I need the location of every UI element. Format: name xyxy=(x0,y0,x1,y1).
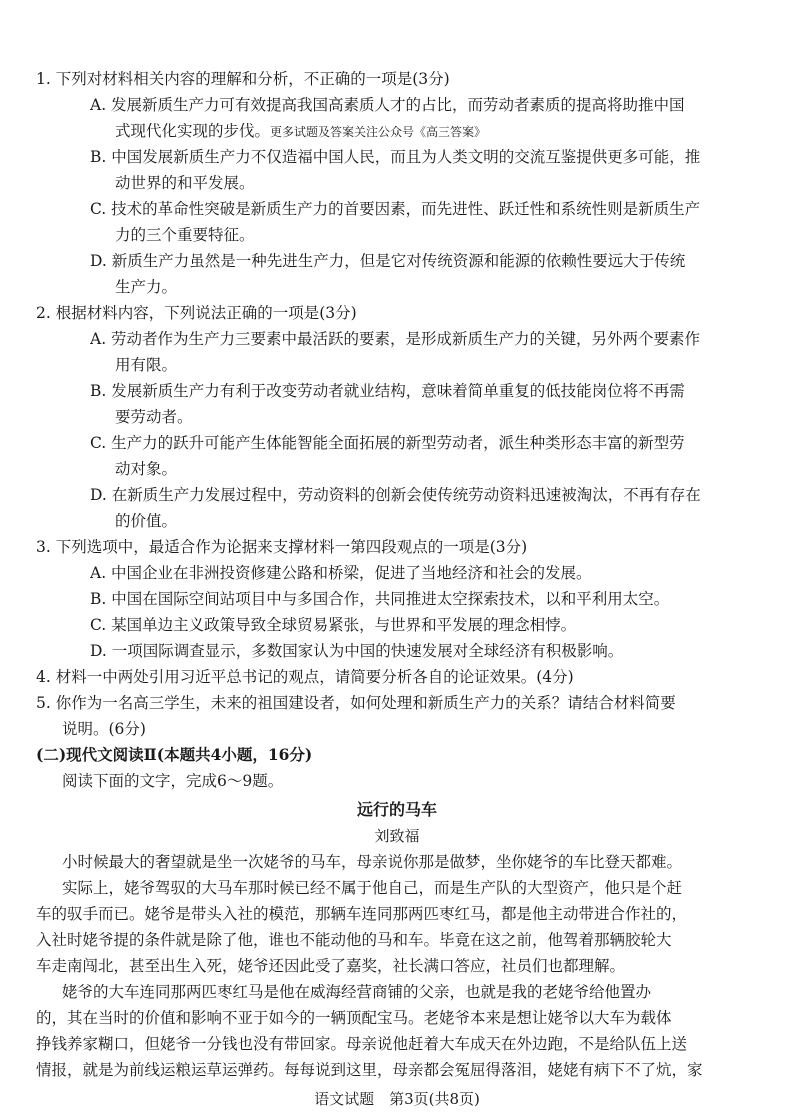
section-instruction: 阅读下面的文字，完成6～9题。 xyxy=(62,772,284,790)
story-paragraph-1: 小时候最大的奢望就是坐一次姥爷的马车，母亲说你那是做梦，坐你姥爷的车比登天都难。 xyxy=(62,853,683,871)
q3-option-a: A. 中国企业在非洲投资修建公路和桥梁，促进了当地经济和社会的发展。 xyxy=(90,564,592,582)
q1-option-a: A. 发展新质生产力可有效提高我国高素质人才的占比，而劳动者素质的提高将助推中国 xyxy=(90,96,685,114)
q1-option-c: C. 技术的革命性突破是新质生产力的首要因素，而先进性、跃迁性和系统性则是新质生产 xyxy=(90,200,701,218)
q1-option-a-cont xyxy=(115,118,766,145)
story-paragraph-3-line: 的，其在当时的价值和影响不亚于如今的一辆顶配宝马。老姥爷本来是想让姥爷以大车为载体 xyxy=(36,1009,672,1027)
story-paragraph-2-line: 车的驭手而已。姥爷是带头入社的模范，那辆车连同那两匹枣红马，都是他主动带进合作社的， xyxy=(36,905,688,923)
story-paragraph-3-line: 情报，就是为前线运粮运草运弹药。每每说到这里，母亲都会冤屈得落泪，姥姥有病下不了炕，家 xyxy=(36,1061,703,1079)
q2-option-a-cont: 用有限。 xyxy=(115,356,178,374)
q2-option-c-cont: 动对象。 xyxy=(115,460,178,478)
story-paragraph-3: 姥爷的大车连同那两匹枣红马是他在威海经营商铺的父亲，也就是我的老姥爷给他置办 xyxy=(62,983,652,1001)
q3-option-d: D. 一项国际调查显示，多数国家认为中国的快速发展对全球经济有积极影响。 xyxy=(90,642,624,660)
q2-option-d-cont: 的价值。 xyxy=(115,512,178,530)
q2-option-c: C. 生产力的跃升可能产生体能智能全面拓展的新型劳动者，派生种类形态丰富的新型劳 xyxy=(90,434,685,452)
q1-option-a-text: 式现代化实现的步伐。 xyxy=(115,122,271,140)
section-heading: (二)现代文阅读Ⅱ(本题共4小题，16分) xyxy=(36,745,313,764)
story-paragraph-2: 实际上，姥爷驾驭的大马车那时候已经不属于他自己，而是生产队的大型资产，他只是个赶 xyxy=(62,879,683,897)
q1-option-b: B. 中国发展新质生产力不仅造福中国人民，而且为人类文明的交流互鉴提供更多可能，推 xyxy=(90,148,701,166)
q2-stem: 2. 根据材料内容，下列说法正确的一项是(3分) xyxy=(36,304,357,322)
promo-note: 更多试题及答案关注公众号《高三答案》 xyxy=(270,125,487,139)
q2-option-b: B. 发展新质生产力有利于改变劳动者就业结构，意味着简单重复的低技能岗位将不再需 xyxy=(90,382,685,400)
q3-option-c: C. 某国单边主义政策导致全球贸易紧张，与世界和平发展的理念相悖。 xyxy=(90,616,577,634)
q1-option-c-cont: 力的三个重要特征。 xyxy=(115,226,255,244)
q5-stem: 5. 你作为一名高三学生，未来的祖国建设者，如何处理和新质生产力的关系？请结合材料简要 xyxy=(36,694,676,712)
story-paragraph-2-line: 入社时姥爷提的条件就是除了他，谁也不能动他的马和车。毕竟在这之前，他驾着那辆胶轮大 xyxy=(36,931,672,949)
q3-stem: 3. 下列选项中，最适合作为论据来支撑材料一第四段观点的一项是(3分) xyxy=(36,538,528,556)
q1-option-d: D. 新质生产力虽然是一种先进生产力，但是它对传统资源和能源的依赖性要远大于传统 xyxy=(90,252,686,270)
q1-option-b-cont: 动世界的和平发展。 xyxy=(115,174,255,192)
q3-option-b: B. 中国在国际空间站项目中与多国合作，共同推进太空探索技术，以和平利用太空。 xyxy=(90,590,670,608)
story-title: 远行的马车 xyxy=(356,800,437,819)
story-paragraph-3-line: 挣钱养家糊口，但姥爷一分钱也没有带回家。母亲说他赶着大车成天在外边跑，不是给队伍上送 xyxy=(36,1035,688,1053)
story-paragraph-2-line: 车走南闯北，甚至出生入死，姥爷还因此受了嘉奖，社长满口答应，社员们也都理解。 xyxy=(36,957,626,975)
q1-option-d-cont: 生产力。 xyxy=(115,278,178,296)
q1-stem: 1. 下列对材料相关内容的理解和分析，不正确的一项是(3分) xyxy=(36,70,450,88)
page-footer: 语文试题 第3页(共8页) xyxy=(314,1090,480,1108)
q2-option-d: D. 在新质生产力发展过程中，劳动资料的创新会使传统劳动资料迅速被淘汰，不再有存在 xyxy=(90,486,701,504)
q2-option-a: A. 劳动者作为生产力三要素中最活跃的要素，是形成新质生产力的关键，另外两个要素作 xyxy=(90,330,701,348)
q2-option-b-cont: 要劳动者。 xyxy=(115,408,193,426)
q5-stem-cont: 说明。(6分) xyxy=(62,720,146,738)
q4-stem: 4. 材料一中两处引用习近平总书记的观点，请简要分析各自的论证效果。(4分) xyxy=(36,668,574,686)
story-author: 刘致福 xyxy=(374,827,420,845)
